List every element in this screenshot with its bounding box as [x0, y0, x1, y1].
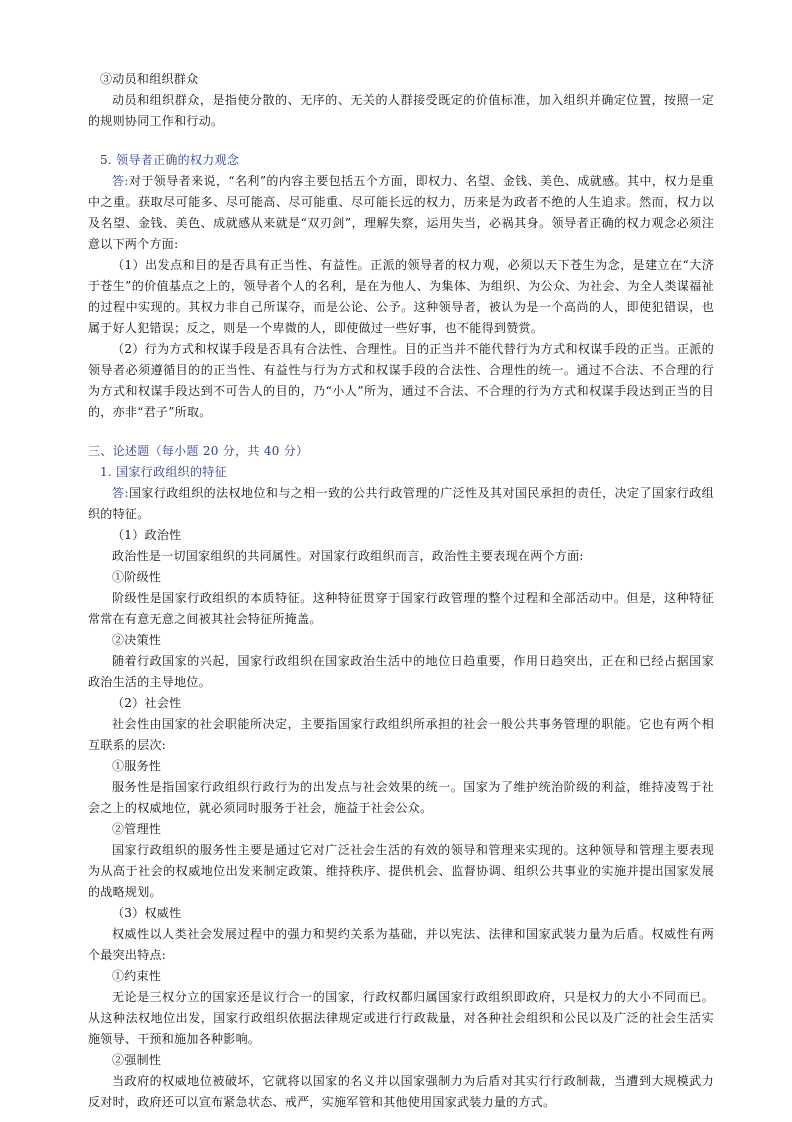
paragraph-social: 社会性由国家的社会职能所决定，主要指国家行政组织所承担的社会一般公共事务管理的职能。它也有两个相互联系的层次: [88, 717, 714, 752]
paragraph-service: 服务性是指国家行政组织行政行为的出发点与社会效果的统一。国家为了维护统治阶级的利益，维持凌驾于社会之上的权威地位，就必须同时服务于社会，施益于社会公众。 [88, 780, 714, 815]
paragraph-management: 国家行政组织的服务性主要是通过它对广泛社会生活的有效的领导和管理来实现的。这种领导和管理主要表现为从高于社会的权威地位出发来制定政策、维持秩序、提供机会、监督协调、组织公共事业的实施并提出国家发展的战略规划。 [88, 843, 714, 899]
question-title-power-concept: 5. 领导者正确的权力观念 [100, 153, 240, 167]
answer-paragraph-power-concept [88, 171, 714, 255]
paragraph-binding: 无论是三权分立的国家还是议行合一的国家，行政权都归属国家行政组织即政府，只是权力的大小不同而已。从这种法权地位出发，国家行政组织依据法律规定或进行行政裁量，对各种社会组织和公民以及广泛的社会生活实施领导、干预和施加各种影响。 [88, 990, 714, 1046]
subheading-coercive: ②强制性 [112, 1053, 162, 1067]
paragraph-class: 阶级性是国家行政组织的本质特征。这种特征贯穿于国家行政管理的整个过程和全部活动中。但是，这种特征常常在有意无意之间被其社会特征所掩盖。 [88, 591, 714, 626]
paragraph-point-1: （1）出发点和目的是否具有正当性、有益性。正派的领导者的权力观，必须以天下苍生为念，是建立在“大济于苍生”的价值基点之上的，领导者个人的名利，是在为他人、为集体、为组织、为公众、为社会、为全人类谋福祉的过程中实现的。其权力非自己所谋夺，而是公论、公予。这种领导者，被认为是一个高尚的人，即使犯错误，也属于好人犯错误；反之，则是一个卑微的人，即使做过一些好事，也不能得到赞赏。 [88, 258, 714, 335]
paragraph-decision: 随着行政国家的兴起，国家行政组织在国家政治生活中的地位日趋重要，作用日趋突出，正在和已经占据国家政治生活的主导地位。 [88, 654, 714, 689]
answer-text: 对于领导者来说，“名利”的内容主要包括五个方面，即权力、名望、金钱、美色、成就感。其中，权力是重中之重。获取尽可能多、尽可能高、尽可能重、尽可能长远的权力，历来是为政者不绝的人生追求。然而，权力以及名望、金钱、美色、成就感从来就是“双刃剑”，理解失察，运用失当，必祸其身。领导者正确的权力观念必须注意以下两个方面: [88, 174, 714, 251]
paragraph-coercive: 当政府的权威地位被破坏，它就将以国家的名义并以国家强制力为后盾对其实行行政制裁，当遭到大规模武力反对时，政府还可以宣布紧急状态、戒严，实施军管和其他使用国家武装力量的方式。 [88, 1074, 714, 1109]
subheading-class: ①阶级性 [112, 570, 162, 584]
paragraph-authority: 权威性以人类社会发展过程中的强力和契约关系为基础，并以宪法、法律和国家武装力量为后盾。权威性有两个最突出特点: [88, 927, 714, 962]
answer-paragraph-org-features [88, 483, 714, 525]
spacer [88, 132, 714, 150]
answer-label: 答: [112, 486, 129, 500]
subheading-binding: ①约束性 [112, 969, 162, 983]
question-title-org-features: 1. 国家行政组织的特征 [100, 465, 227, 479]
part-heading-essay: 三、论述题（每小题 20 分，共 40 分） [88, 444, 309, 458]
paragraph-political: 政治性是一切国家组织的共同属性。对国家行政组织而言，政治性主要表现在两个方面: [112, 549, 584, 563]
paragraph-mobilize: 动员和组织群众，是指使分散的、无序的、无关的人群接受既定的价值标准，加入组织并确定位置，按照一定的规则协同工作和行动。 [88, 93, 714, 128]
subheading-authority: （3）权威性 [112, 906, 182, 920]
spacer [88, 423, 714, 441]
paragraph-point-2: （2）行为方式和权谋手段是否具有合法性、合理性。目的正当并不能代替行为方式和权谋手段的正当。正派的领导者必须遵循目的的正当性、有益性与行为方式和权谋手段的合法性、合理性的统一。通过不合法、不合理的行为方式和权谋手段达到不可告人的目的，乃“小人”所为，通过不合法、不合理的行为方式和权谋手段达到正当的目的，亦非“君子”所取。 [88, 342, 714, 419]
subheading-management: ②管理性 [112, 822, 162, 836]
section-heading-mobilize: ③动员和组织群众 [100, 72, 199, 86]
subheading-political: （1）政治性 [112, 528, 182, 542]
subheading-service: ①服务性 [112, 759, 162, 773]
subheading-decision: ②决策性 [112, 633, 162, 647]
answer-text: 国家行政组织的法权地位和与之相一致的公共行政管理的广泛性及其对国民承担的责任，决定了国家行政组织的特征。 [88, 486, 714, 521]
answer-label: 答: [112, 174, 129, 188]
subheading-social: （2）社会性 [112, 696, 182, 710]
